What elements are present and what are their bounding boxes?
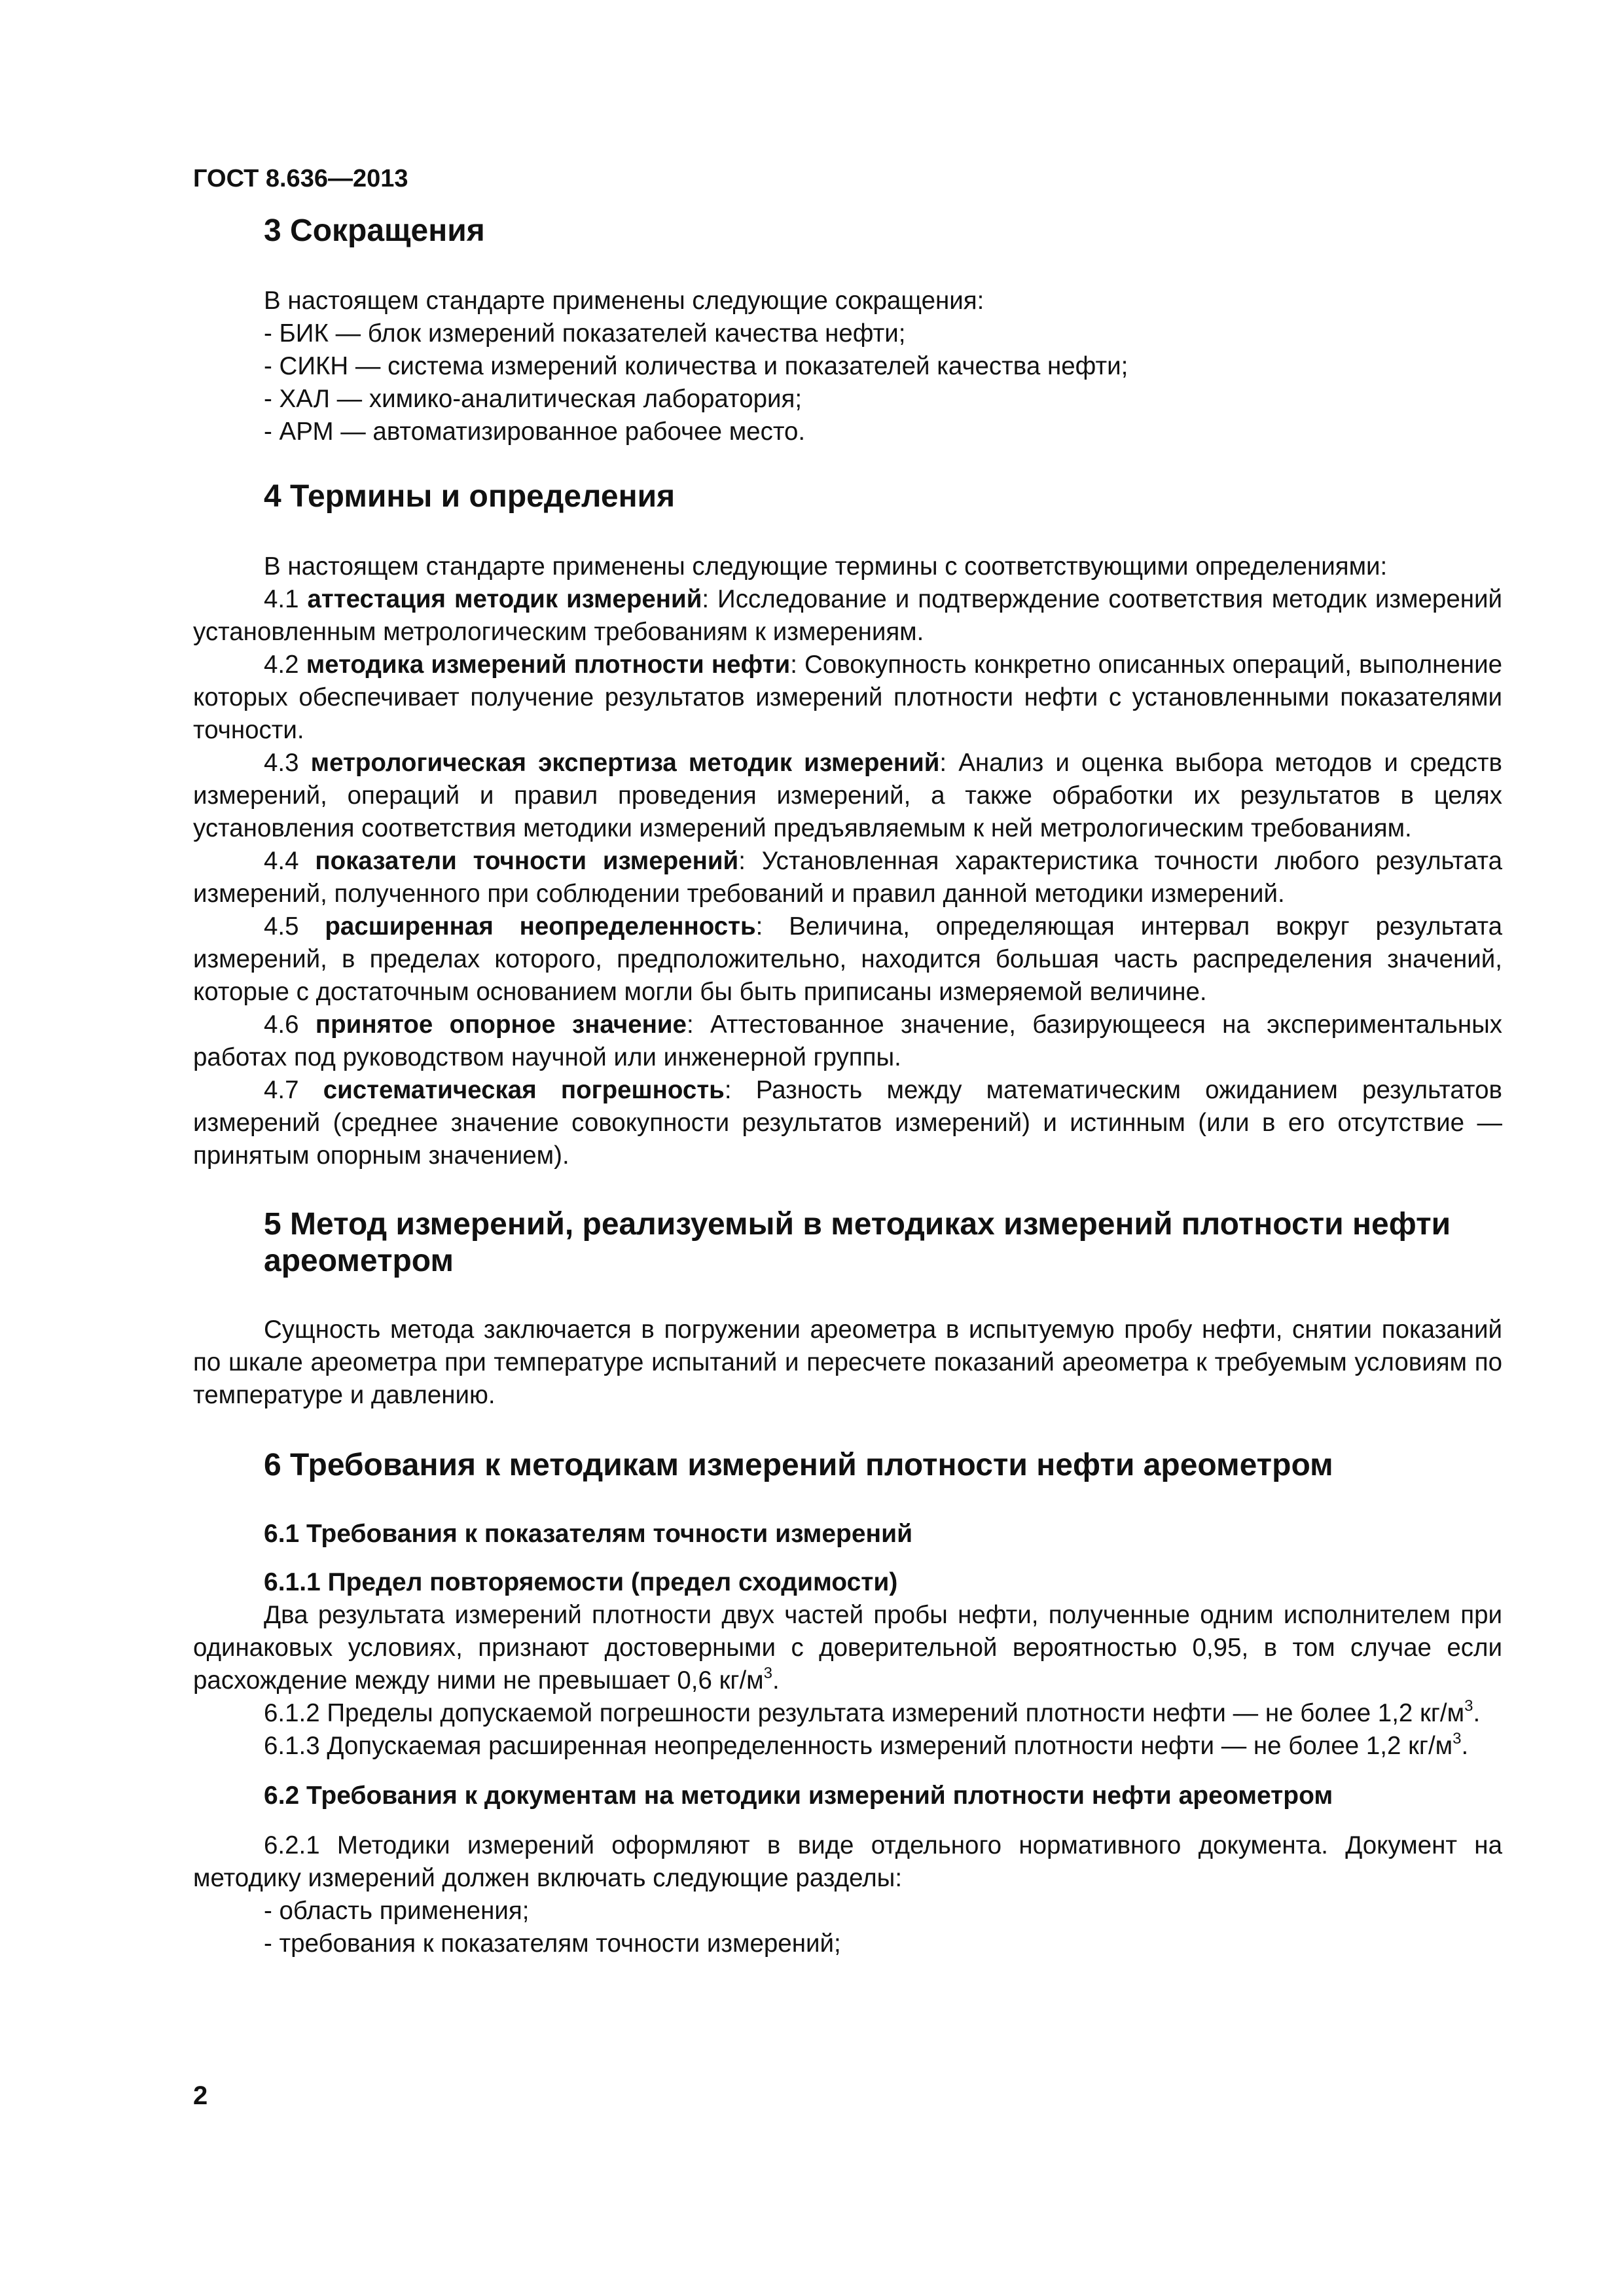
section-6-title: 6 Требования к методикам измерений плотности нефти ареометром bbox=[264, 1448, 1333, 1482]
term-name: принятое опорное значение bbox=[315, 1011, 687, 1039]
section-3-intro: В настоящем стандарте применены следующие сокращения: bbox=[264, 287, 984, 315]
subsection-6-2-1-text: 6.2.1 Методики измерений оформляют в виде отдельного нормативного документа. Документ на методику измерений должен включать следующие разделы: bbox=[193, 1831, 1502, 1892]
page-number: 2 bbox=[193, 2081, 208, 2110]
term-name: показатели точности измерений bbox=[315, 847, 739, 875]
term-definition: 4.5 расширенная неопределенность: Величина, определяющая интервал вокруг результата измерений, в пределах которого, предположительно, находится большая часть распределения значений, которые с достаточным основанием могли бы быть приписаны измеряемой величине. bbox=[193, 912, 1503, 1006]
page-content bbox=[193, 213, 1502, 1960]
section-4-title: 4 Термины и определения bbox=[264, 479, 676, 514]
doc-code-header: ГОСТ 8.636—2013 bbox=[193, 165, 408, 192]
term-name: методика измерений плотности нефти bbox=[306, 651, 791, 679]
term-definition: 4.2 методика измерений плотности нефти: Совокупность конкретно описанных операций, выполнение которых обеспечивает получение результатов измерений плотности нефти с установленными показателями точности. bbox=[193, 651, 1503, 744]
abbr-item: - ХАЛ — химико-аналитическая лаборатория; bbox=[264, 385, 803, 413]
term-definition: 4.4 показатели точности измерений: Установленная характеристика точности любого результата измерений, полученного при соблюдении требований и правил данной методики измерений. bbox=[193, 847, 1502, 908]
subsection-6-1-title: 6.1 Требования к показателям точности измерений bbox=[264, 1520, 913, 1548]
term-name: аттестация методик измерений bbox=[307, 585, 702, 613]
term-definition: 4.3 метрологическая экспертиза методик измерений: Анализ и оценка выбора методов и средств измерений, операций и правил проведения измерений, а также обработки их результатов в целях установления соответствия методики измерений предъявляемым к ней метрологическим требованиям. bbox=[193, 749, 1502, 842]
term-name: систематическая погрешность bbox=[323, 1076, 725, 1104]
list-item: - требования к показателям точности измерений; bbox=[264, 1929, 841, 1958]
subsection-6-1-1-text: Два результата измерений плотности двух частей пробы нефти, полученные одним исполнителем при одинаковых условиях, признают достоверными с доверительной вероятностью 0,95, в том случае если расхождение между ними не превышает 0,6 $кг/м^3$. bbox=[193, 1601, 1502, 1695]
abbr-item: - БИК — блок измерений показателей качества нефти; bbox=[264, 319, 906, 348]
term-name: расширенная неопределенность bbox=[325, 912, 756, 941]
section-3-title: 3 Сокращения bbox=[264, 213, 485, 248]
list-item: - область применения; bbox=[264, 1897, 530, 1925]
term-definition: 4.6 принятое опорное значение: Аттестованное значение, базирующееся на экспериментальных работах под руководством научной или инженерной группы. bbox=[193, 1011, 1502, 1071]
term-definition: 4.7 систематическая погрешность: Разность между математическим ожиданием результатов измерений (среднее значение совокупности результатов измерений) и истинным (или в его отсутствие — принятым опорным значением). bbox=[193, 1076, 1502, 1170]
section-5-title: 5 Метод измерений, реализуемый в методиках измерений плотности нефти ареометром bbox=[264, 1207, 1451, 1278]
term-name: метрологическая экспертиза методик измерений bbox=[310, 749, 940, 777]
section-5-text: Сущность метода заключается в погружении ареометра в испытуемую пробу нефти, снятии показаний по шкале ареометра при температуре испытаний и пересчете показаний ареометра к требуемым условиям по температуре и давлению. bbox=[193, 1316, 1502, 1409]
abbr-item: - АРМ — автоматизированное рабочее место. bbox=[264, 418, 806, 446]
subsection-6-1-3-text: 6.1.3 Допускаемая расширенная неопределенность измерений плотности нефти — не более 1,2 $кг/м^3$. bbox=[264, 1730, 1469, 1760]
subsection-6-1-2-text: 6.1.2 Пределы допускаемой погрешности результата измерений плотности нефти — не более 1,2 $кг/м^3$. bbox=[264, 1697, 1481, 1727]
subsection-6-1-1-title: 6.1.1 Предел повторяемости (предел сходимости) bbox=[264, 1568, 898, 1596]
section-4-intro: В настоящем стандарте применены следующие термины с соответствующими определениями: bbox=[264, 552, 1388, 581]
term-definition: 4.1 аттестация методик измерений: Исследование и подтверждение соответствия методик измерений установленным метрологическим требованиям к измерениям. bbox=[193, 585, 1503, 646]
abbr-item: - СИКН — система измерений количества и показателей качества нефти; bbox=[264, 352, 1128, 380]
subsection-6-2-title: 6.2 Требования к документам на методики измерений плотности нефти ареометром bbox=[264, 1782, 1333, 1810]
